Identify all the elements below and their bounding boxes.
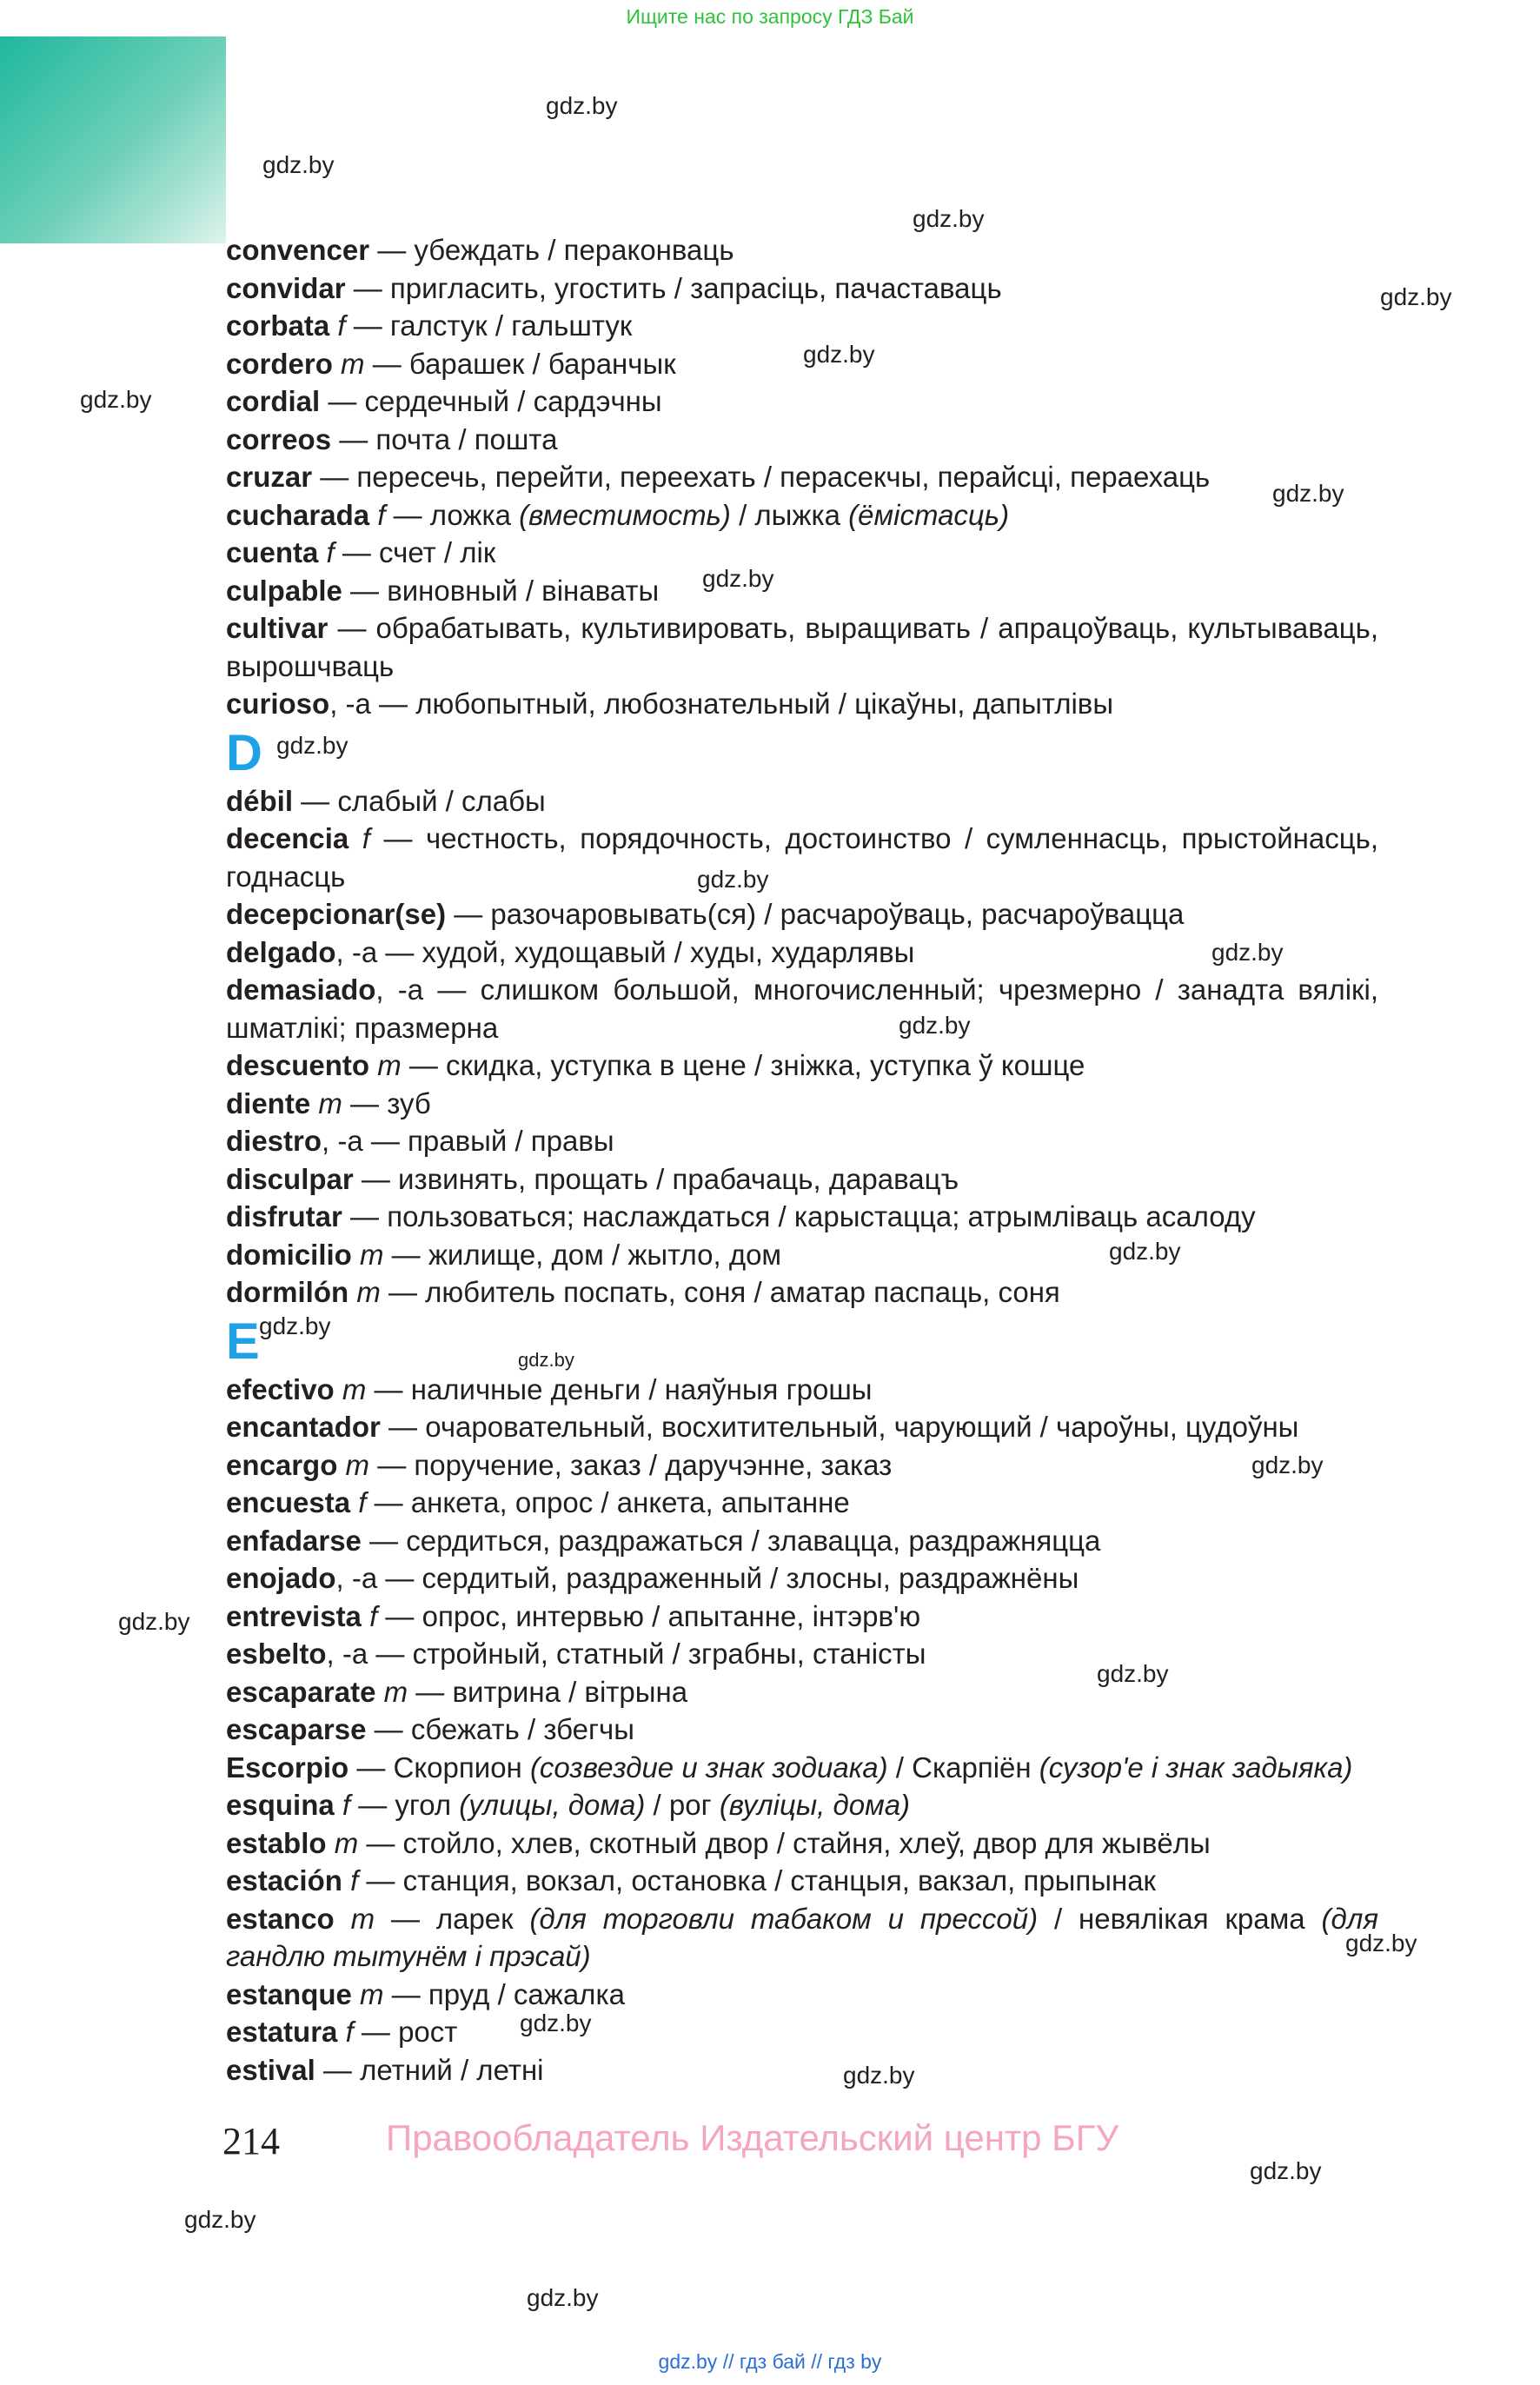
dictionary-entry [226, 1198, 1378, 1236]
translation [333, 348, 341, 380]
translation [335, 1373, 342, 1405]
dictionary-entry [226, 933, 1378, 972]
translation: / Скарпіён [887, 1751, 1039, 1784]
headword: cucharada [226, 498, 370, 531]
copyright-notice: Правообладатель Издательский центр БГУ [386, 2117, 1119, 2158]
headword: cruzar [226, 461, 313, 493]
translation: , -a — слишком большой, многочисленный; чрезмерно / занадта вялікі, шматлікі; празмерна [226, 973, 1378, 1044]
grammar-note: f [358, 1486, 367, 1518]
dictionary-entry [226, 231, 1378, 269]
grammar-note: f [369, 1599, 378, 1632]
translation: — витрина / вітрына [408, 1675, 688, 1708]
translation: — счет / лік [334, 536, 496, 568]
dictionary-entry [226, 269, 1378, 308]
watermark: gdz.by [184, 2206, 256, 2233]
dictionary-entry [226, 1862, 1378, 1900]
watermark: gdz.by [520, 2010, 592, 2036]
section-letter: E [226, 1312, 260, 1370]
headword: curioso [226, 688, 330, 720]
translation [352, 1978, 360, 2010]
dictionary-entry [226, 1673, 1378, 1711]
translation [337, 1449, 345, 1481]
dictionary-entry [226, 382, 1378, 421]
headword: débil [226, 784, 294, 817]
dictionary-entry [226, 1522, 1378, 1560]
grammar-note: m [377, 1049, 402, 1081]
headword: domicilio [226, 1238, 352, 1271]
headword: disculpar [226, 1162, 354, 1195]
grammar-note: m [360, 1238, 384, 1271]
headword: culpable [226, 574, 342, 607]
headword: dormilón [226, 1276, 349, 1308]
watermark: gdz.by [1272, 480, 1344, 507]
translation [329, 309, 337, 342]
translation [348, 1276, 356, 1308]
translation [350, 1486, 358, 1518]
translation: — наличные деньги / наяўныя грошы [366, 1372, 873, 1405]
headword: disfrutar [226, 1200, 342, 1232]
grammar-note: f [350, 1864, 359, 1897]
dictionary-entry [226, 421, 1378, 459]
dictionary-entry [226, 971, 1378, 1046]
grammar-note: (для торговли табаком и прессой) [529, 1902, 1039, 1935]
dictionary-entry [226, 2013, 1378, 2051]
translation: — ларек [375, 1902, 530, 1935]
top-banner[interactable]: Ищите нас по запросу ГДЗ Бай [626, 5, 914, 28]
dictionary-entry [226, 685, 1378, 723]
headword: diestro [226, 1125, 322, 1157]
dictionary-entry [226, 1559, 1378, 1598]
headword: cultivar [226, 612, 329, 644]
dictionary-entry [226, 496, 1378, 535]
translation: — почта / пошта [331, 422, 558, 455]
dictionary-entry [226, 1236, 1378, 1274]
translation: — скидка, уступка в цене / зніжка, уступка ў кошце [401, 1049, 1085, 1081]
grammar-note: m [356, 1276, 381, 1308]
watermark: gdz.by [697, 866, 769, 893]
section-letter: D [226, 724, 262, 781]
translation: — Скорпион [348, 1751, 530, 1784]
translation: — жилище, дом / жытло, дом [383, 1238, 782, 1271]
watermark: gdz.by [843, 2062, 915, 2089]
headword: estación [226, 1864, 342, 1897]
translation: / лыжка [730, 498, 849, 531]
watermark: gdz.by [1109, 1238, 1181, 1265]
grammar-note: (улицы, дома) [459, 1789, 646, 1821]
grammar-note: (для гандлю тытунём і прэсай) [226, 1902, 1378, 1972]
grammar-note: f [326, 536, 335, 568]
watermark: gdz.by [1345, 1930, 1417, 1956]
dictionary-entries [226, 231, 1378, 2089]
grammar-note: m [318, 1086, 342, 1119]
translation: — любитель поспать, соня / аматар паспаць, соня [380, 1276, 1060, 1308]
translation: — пользоваться; наслаждаться / карыстацца; атрымліваць асалоду [342, 1200, 1256, 1232]
dictionary-entry [226, 1085, 1378, 1123]
watermark: gdz.by [518, 1349, 574, 1371]
dictionary-entry [226, 1786, 1378, 1824]
dictionary-entry [226, 345, 1378, 383]
translation [342, 1864, 350, 1897]
dictionary-entry [226, 1273, 1378, 1312]
watermark: gdz.by [118, 1608, 190, 1635]
translation: — летний / летні [315, 2053, 544, 2086]
corner-decoration [0, 37, 226, 243]
translation: — анкета, опрос / анкета, апытанне [366, 1486, 850, 1518]
headword: descuento [226, 1049, 370, 1081]
dictionary-entry [226, 895, 1378, 933]
dictionary-entry [226, 1598, 1378, 1636]
dictionary-entry [226, 1824, 1378, 1863]
headword: correos [226, 422, 332, 455]
translation: , -a — любопытный, любознательный / цікаўны, дапытлівы [329, 688, 1114, 720]
watermark: gdz.by [899, 1012, 971, 1039]
translation: / невялікая крама [1038, 1902, 1322, 1935]
watermark: gdz.by [80, 386, 152, 413]
grammar-note: (вуліцы, дома) [719, 1789, 911, 1821]
watermark: gdz.by [259, 1312, 331, 1339]
translation: — пруд / сажалка [383, 1977, 625, 2010]
translation: — виновный / вінаваты [342, 574, 660, 607]
headword: encantador [226, 1411, 381, 1443]
translation [348, 822, 362, 854]
watermark: gdz.by [702, 565, 774, 592]
footer-links[interactable]: gdz.by // гдз бай // гдз by [658, 2350, 882, 2373]
headword: decepcionar(se) [226, 898, 447, 930]
translation: , -a — сердитый, раздраженный / злосны, раздражнёны [335, 1562, 1079, 1594]
translation [318, 536, 326, 568]
grammar-note: f [337, 309, 346, 342]
translation: — сердечный / сардэчны [320, 385, 662, 417]
translation: — извинять, прощать / прабачаць, даравацъ [353, 1162, 959, 1195]
grammar-note: f [362, 822, 370, 854]
headword: convencer [226, 234, 370, 266]
translation: — галстук / гальштук [345, 309, 633, 342]
translation: — опрос, интервью / апытанне, інтэрв'ю [377, 1599, 921, 1632]
watermark: gdz.by [803, 341, 875, 368]
dictionary-entry [226, 1749, 1378, 1787]
translation: — разочаровывать(ся) / расчароўваць, расчароўвацца [446, 898, 1185, 930]
headword: diente [226, 1086, 311, 1119]
grammar-note: m [345, 1448, 370, 1481]
watermark: gdz.by [1097, 1660, 1169, 1687]
headword: Escorpio [226, 1751, 349, 1784]
translation [369, 1049, 377, 1081]
dictionary-entry [226, 1976, 1378, 2014]
translation: , -a — худой, худощавый / худы, хударлявы [335, 935, 915, 968]
headword: efectivo [226, 1372, 335, 1405]
headword: demasiado [226, 973, 376, 1006]
dictionary-entry [226, 1900, 1378, 1976]
grammar-note: (вместимость) [519, 498, 731, 531]
translation: — честность, порядочность, достоинство / сумленнасць, прыстойнасць, годнасць [226, 822, 1378, 893]
translation: — зуб [342, 1086, 431, 1119]
headword: estival [226, 2053, 315, 2086]
headword: enfadarse [226, 1524, 362, 1557]
translation: — барашек / баранчык [364, 347, 676, 380]
translation: — станция, вокзал, остановка / станцыя, вакзал, прыпынак [358, 1864, 1156, 1897]
watermark: gdz.by [1251, 1452, 1324, 1478]
headword: entrevista [226, 1599, 362, 1632]
headword: decencia [226, 822, 349, 854]
dictionary-entry [226, 820, 1378, 895]
grammar-note: m [334, 1826, 359, 1859]
headword: encargo [226, 1448, 338, 1481]
grammar-note: (сузор'е і знак задыяка) [1039, 1751, 1353, 1784]
headword: cordial [226, 385, 321, 417]
headword: esquina [226, 1789, 335, 1821]
dictionary-entry [226, 307, 1378, 345]
headword: estanque [226, 1977, 352, 2010]
dictionary-entry [226, 782, 1378, 820]
dictionary-entry [226, 1484, 1378, 1522]
translation: — обрабатывать, культивировать, выращивать / апрацоўваць, культываваць, вырошчваць [226, 612, 1378, 682]
grammar-note: f [377, 498, 386, 531]
translation: — сбежать / збегчы [366, 1713, 634, 1745]
grammar-note: m [342, 1372, 367, 1405]
headword: encuesta [226, 1486, 351, 1518]
translation [335, 1903, 351, 1935]
dictionary-entry [226, 1711, 1378, 1749]
page-number: 214 [222, 2120, 280, 2162]
grammar-note: m [341, 347, 365, 380]
headword: estatura [226, 2016, 338, 2048]
translation: — стойло, хлев, скотный двор / стайня, хлеў, двор для жывёлы [358, 1826, 1211, 1859]
translation [369, 499, 377, 531]
translation: — поручение, заказ / даручэнне, заказ [369, 1448, 893, 1481]
translation: — угол [350, 1789, 460, 1821]
translation: — очаровательный, восхитительный, чарующий / чароўны, цудоўны [380, 1411, 1299, 1443]
watermark: gdz.by [1211, 939, 1284, 966]
grammar-note: m [350, 1902, 375, 1935]
translation: — слабый / слабы [293, 784, 546, 817]
translation: — сердиться, раздражаться / злавацца, раздражняцца [361, 1524, 1101, 1557]
watermark: gdz.by [527, 2284, 599, 2311]
dictionary-entry [226, 1122, 1378, 1160]
translation [375, 1676, 383, 1708]
watermark: gdz.by [1380, 283, 1452, 310]
dictionary-entry [226, 1046, 1378, 1085]
headword: esbelto [226, 1638, 327, 1670]
watermark: gdz.by [276, 732, 348, 759]
translation: / рог [645, 1789, 720, 1821]
headword: escaparate [226, 1675, 376, 1708]
dictionary-entry [226, 1371, 1378, 1409]
dictionary-entry [226, 2051, 1378, 2089]
translation [362, 1600, 369, 1632]
headword: estanco [226, 1902, 335, 1935]
translation: , -a — стройный, статный / зграбны, станісты [326, 1638, 926, 1670]
translation: , -a — правый / правы [322, 1125, 614, 1157]
headword: establo [226, 1826, 327, 1859]
grammar-note: (ёмістасць) [848, 498, 1010, 531]
translation: — рост [353, 2016, 458, 2048]
grammar-note: f [345, 2016, 354, 2048]
dictionary-entry [226, 458, 1378, 496]
translation [327, 1827, 335, 1859]
dictionary-entry [226, 534, 1378, 572]
headword: cuenta [226, 536, 319, 568]
translation: — ложка [385, 498, 520, 531]
watermark: gdz.by [262, 151, 335, 178]
translation: — убеждать / пераконваць [369, 234, 734, 266]
dictionary-entry [226, 1635, 1378, 1673]
headword: delgado [226, 935, 336, 968]
grammar-note: m [383, 1675, 408, 1708]
watermark: gdz.by [913, 205, 985, 232]
dictionary-entry [226, 1160, 1378, 1199]
grammar-note: m [360, 1977, 384, 2010]
dictionary-entry [226, 1446, 1378, 1485]
headword: convidar [226, 271, 346, 304]
grammar-note: (созвездие и знак зодиака) [529, 1751, 888, 1784]
headword: escaparse [226, 1713, 367, 1745]
grammar-note: f [342, 1789, 351, 1821]
headword: enojado [226, 1562, 336, 1594]
translation [352, 1239, 360, 1271]
dictionary-entry [226, 1408, 1378, 1446]
translation: — пересечь, перейти, переехать / перасекчы, перайсці, пераехаць [312, 461, 1211, 493]
headword: cordero [226, 347, 333, 380]
translation [337, 2016, 345, 2048]
translation [335, 1789, 342, 1821]
headword: corbata [226, 309, 330, 342]
dictionary-entry [226, 572, 1378, 610]
translation: — пригласить, угостить / запрасіць, пачаставаць [345, 271, 1002, 304]
watermark: gdz.by [1250, 2157, 1322, 2184]
translation [310, 1087, 318, 1119]
watermark: gdz.by [546, 92, 618, 119]
dictionary-entry [226, 609, 1378, 685]
